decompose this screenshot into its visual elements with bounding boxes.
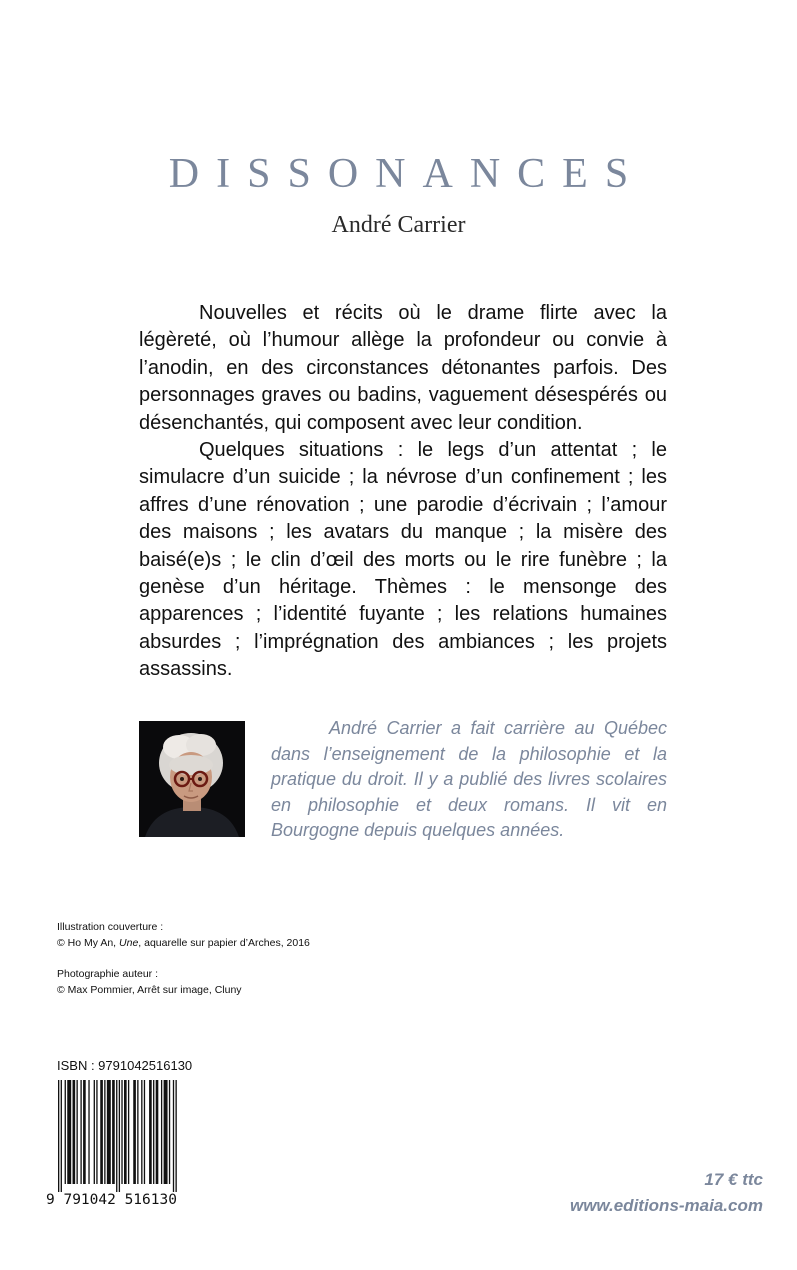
author-bio-text: André Carrier a fait carrière au Québec dans l’enseignement de la philosophie et la pratique du droit. Il y a publié des livres scolaires en philosophie et deux romans. Il vit en Bourgogne depuis quelques années. xyxy=(271,718,667,840)
illustration-credit-prefix: © Ho My An, xyxy=(57,936,120,949)
illustration-credit-label: Illustration couverture : xyxy=(57,921,164,933)
barcode-bar xyxy=(133,1080,136,1184)
barcode-bar xyxy=(153,1080,154,1184)
barcode-digits: 9 791042 516130 xyxy=(46,1192,177,1208)
book-title: DISSONANCES xyxy=(168,151,646,197)
barcode-bar xyxy=(149,1080,152,1184)
barcode-bar xyxy=(96,1080,97,1184)
barcode-bar xyxy=(107,1080,111,1184)
barcode-bar xyxy=(104,1080,105,1184)
barcode-bar xyxy=(124,1080,127,1184)
barcode-bar xyxy=(80,1080,81,1184)
author-bio xyxy=(271,716,667,844)
publisher-website: www.editions-maia.com xyxy=(569,1196,763,1215)
barcode-bar xyxy=(156,1080,159,1184)
barcode-bar xyxy=(88,1080,89,1184)
barcode-bar xyxy=(121,1080,122,1184)
author-photo xyxy=(139,721,245,837)
barcode-bar xyxy=(116,1080,117,1192)
back-cover-blurb xyxy=(139,300,667,684)
barcode-bar xyxy=(100,1080,103,1184)
barcode-bar xyxy=(65,1080,66,1184)
author-portrait-image xyxy=(139,721,245,837)
barcode-bar xyxy=(169,1080,170,1184)
barcode-bar xyxy=(144,1080,145,1184)
blurb-paragraph-2: Quelques situations : le legs d’un attentat ; le simulacre d’un suicide ; la névrose d’un confinement ; les affres d’une rénovation ; une parodie d’écrivain ; l’amour des maisons ; les avatars du manque ; la misère des baisé(e)s ; le clin d’œil des morts ou le rire funèbre ; la genèse d’un héritage. Thèmes : le mensonge des apparences ; l’identité fuyante ; les relations humaines absurdes ; l’imprégnation des ambiances ; les projets assassins. xyxy=(139,439,667,681)
photo-credit-label: Photographie auteur : xyxy=(57,968,158,980)
barcode-bar xyxy=(73,1080,76,1184)
barcode-bar xyxy=(175,1080,176,1192)
barcode-bar xyxy=(128,1080,129,1184)
barcode-bar xyxy=(141,1080,142,1184)
illustration-credit xyxy=(57,920,310,951)
isbn-barcode xyxy=(44,1080,220,1210)
barcode-bar xyxy=(161,1080,162,1184)
barcode-bar xyxy=(76,1080,77,1184)
blurb-paragraph-1: Nouvelles et récits où le drame flirte avec la légèreté, où l’humour allège la profondeur ou convie à l’anodin, en des circonstances détonantes parfois. Des personnages graves ou badins, vaguement désespérés ou désenchantés, qui composent avec leur condition. xyxy=(139,302,667,434)
photo-credit-value: © Max Pommier, Arrêt sur image, Cluny xyxy=(57,983,242,996)
barcode-bar xyxy=(94,1080,95,1184)
author-name: André Carrier xyxy=(331,212,466,238)
barcode-bar xyxy=(164,1080,168,1184)
barcode-bar xyxy=(112,1080,115,1184)
illustration-work-title: Une xyxy=(119,936,139,949)
barcode-bar xyxy=(67,1080,71,1184)
price-label: 17 € ttc xyxy=(704,1170,763,1189)
barcode-bar xyxy=(137,1080,138,1184)
illustration-credit-suffix: , aquarelle sur papier d’Arches, 2016 xyxy=(138,936,310,949)
photo-credit xyxy=(57,967,310,998)
barcode-bar xyxy=(61,1080,62,1192)
isbn-label: ISBN : 9791042516130 xyxy=(57,1058,193,1073)
barcode-bar xyxy=(58,1080,59,1192)
barcode-bar xyxy=(119,1080,120,1192)
image-credits xyxy=(57,920,310,1014)
barcode-bars xyxy=(58,1080,177,1192)
barcode-bar xyxy=(83,1080,86,1184)
barcode-bar xyxy=(173,1080,174,1192)
illustration-credit-value xyxy=(57,936,310,952)
